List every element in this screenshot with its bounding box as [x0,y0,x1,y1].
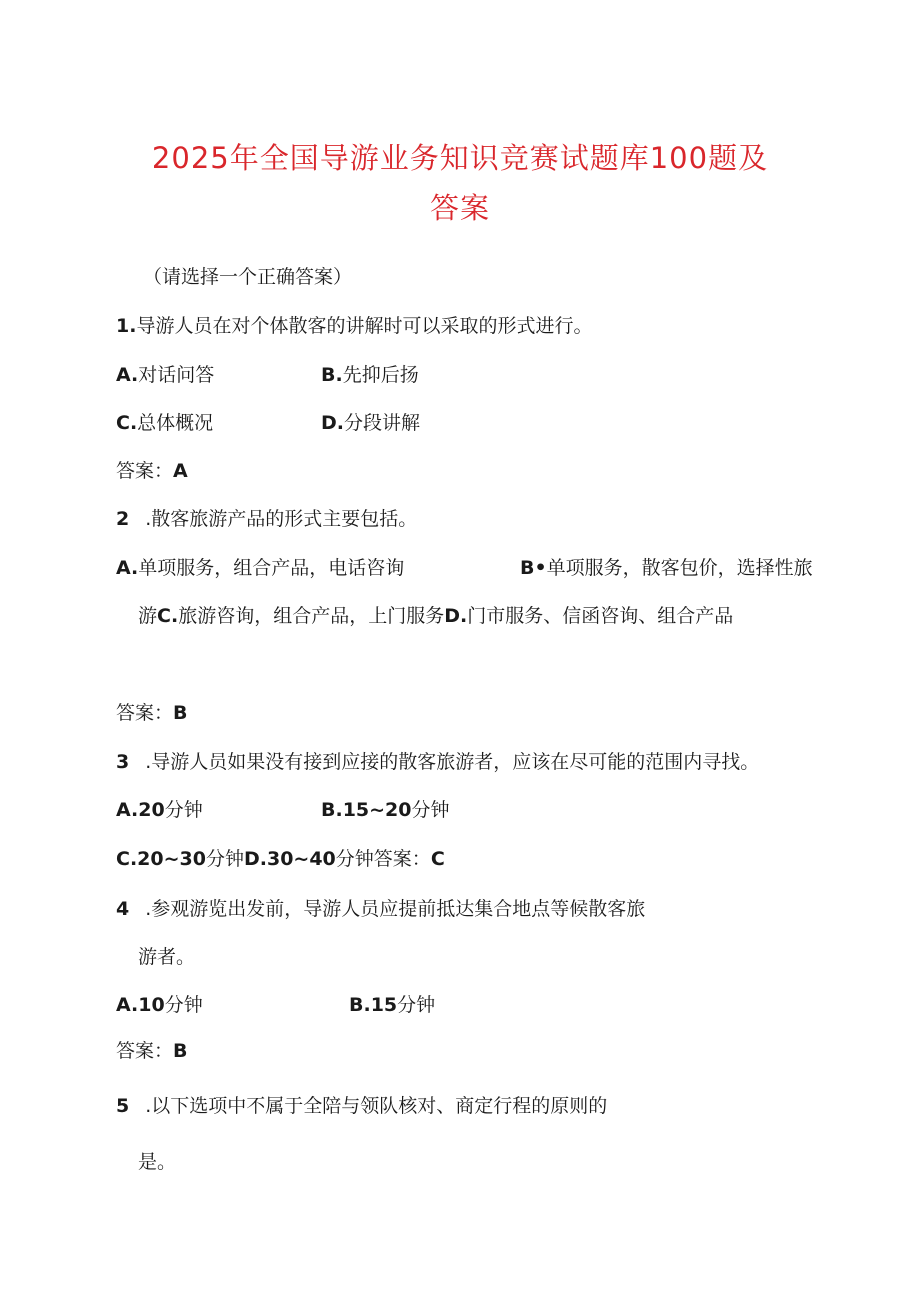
q4-answer [116,1042,188,1061]
option-unit: 分钟 [164,994,203,1016]
option-unit: 分钟 [164,799,203,821]
option-unit: 分钟 [205,848,244,870]
question-text: 导游人员在对个体散客的讲解时可以采取的形式进行。 [136,315,593,337]
option-text: 单项服务，散客包价，选择性旅 [546,557,813,579]
option-label: A. [116,364,139,386]
question-number: 4 [116,898,130,920]
option-text: 总体概况 [137,412,214,434]
option-value: A.10 [116,994,165,1016]
option-unit: 分钟 [397,994,436,1016]
option-text: 分段讲解 [344,412,421,434]
option-label: A. [116,557,139,579]
q2-options-continued [138,607,733,626]
answer-value: B [173,1040,188,1062]
question-text: .参观游览出发前，导游人员应提前抵达集合地点等候散客旅 [145,898,646,920]
answer-label: 答案： [116,460,174,482]
question-text: .散客旅游产品的形式主要包括。 [145,508,418,530]
option-value: C.20~30 [116,848,206,870]
document-title-line2: 答案 [429,191,490,225]
answer-value: B [173,702,188,724]
instruction-text: （请选择一个正确答案） [143,266,353,288]
option-value: A.20 [116,799,165,821]
option-text: 对话问答 [138,364,215,386]
option-unit: 分钟 [411,799,450,821]
q3-option-a [116,801,203,820]
question-2 [116,510,417,529]
option-label: D. [444,605,468,627]
q4-option-a [116,996,203,1015]
option-unit: 分钟 [335,848,374,870]
option-label: D. [321,412,344,434]
option-value: D.30~40 [243,848,336,870]
question-number: 5 [116,1095,130,1117]
option-text: 单项服务，组合产品，电话咨询 [138,557,405,579]
option-b-continued: 游 [138,605,158,627]
answer-label: 答案： [116,1040,174,1062]
q1-option-c [116,414,213,433]
q1-answer [116,462,188,481]
q3-option-b [321,801,450,820]
option-text: 先抑后扬 [342,364,419,386]
option-label: B. [321,364,343,386]
question-5 [116,1097,607,1116]
question-1 [116,317,592,336]
option-label: C. [157,605,179,627]
option-text: 旅游咨询，组合产品，上门服务 [178,605,445,627]
question-text: .导游人员如果没有接到应接的散客旅游者，应该在尽可能的范围内寻找。 [145,751,760,773]
question-3 [116,753,759,772]
question-text: .以下选项中不属于全陪与领队核对、商定行程的原则的 [145,1095,608,1117]
q2-answer [116,704,188,723]
q4-option-b [349,996,435,1015]
q2-option-b [520,559,813,578]
answer-label: 答案： [373,848,431,870]
answer-value: A [173,460,188,482]
q3-options-cd-and-answer [116,850,445,869]
option-text: 门市服务、信函咨询、组合产品 [467,605,734,627]
answer-value: C [430,848,445,870]
document-title-line1: 2025年全国导游业务知识竞赛试题库100题及 [151,141,769,175]
question-4-continued: 游者。 [138,946,196,968]
question-number: 2 [116,508,130,530]
question-4 [116,900,645,919]
question-number: 1. [116,315,137,337]
q2-option-a [116,559,404,578]
question-5-continued: 是。 [138,1151,177,1173]
q1-option-d [321,414,420,433]
answer-label: 答案： [116,702,174,724]
q1-option-b [321,366,419,385]
option-label: C. [116,412,138,434]
option-value: B.15 [349,994,398,1016]
option-label: B• [520,557,547,579]
question-number: 3 [116,751,130,773]
q1-option-a [116,366,214,385]
option-value: B.15~20 [321,799,412,821]
